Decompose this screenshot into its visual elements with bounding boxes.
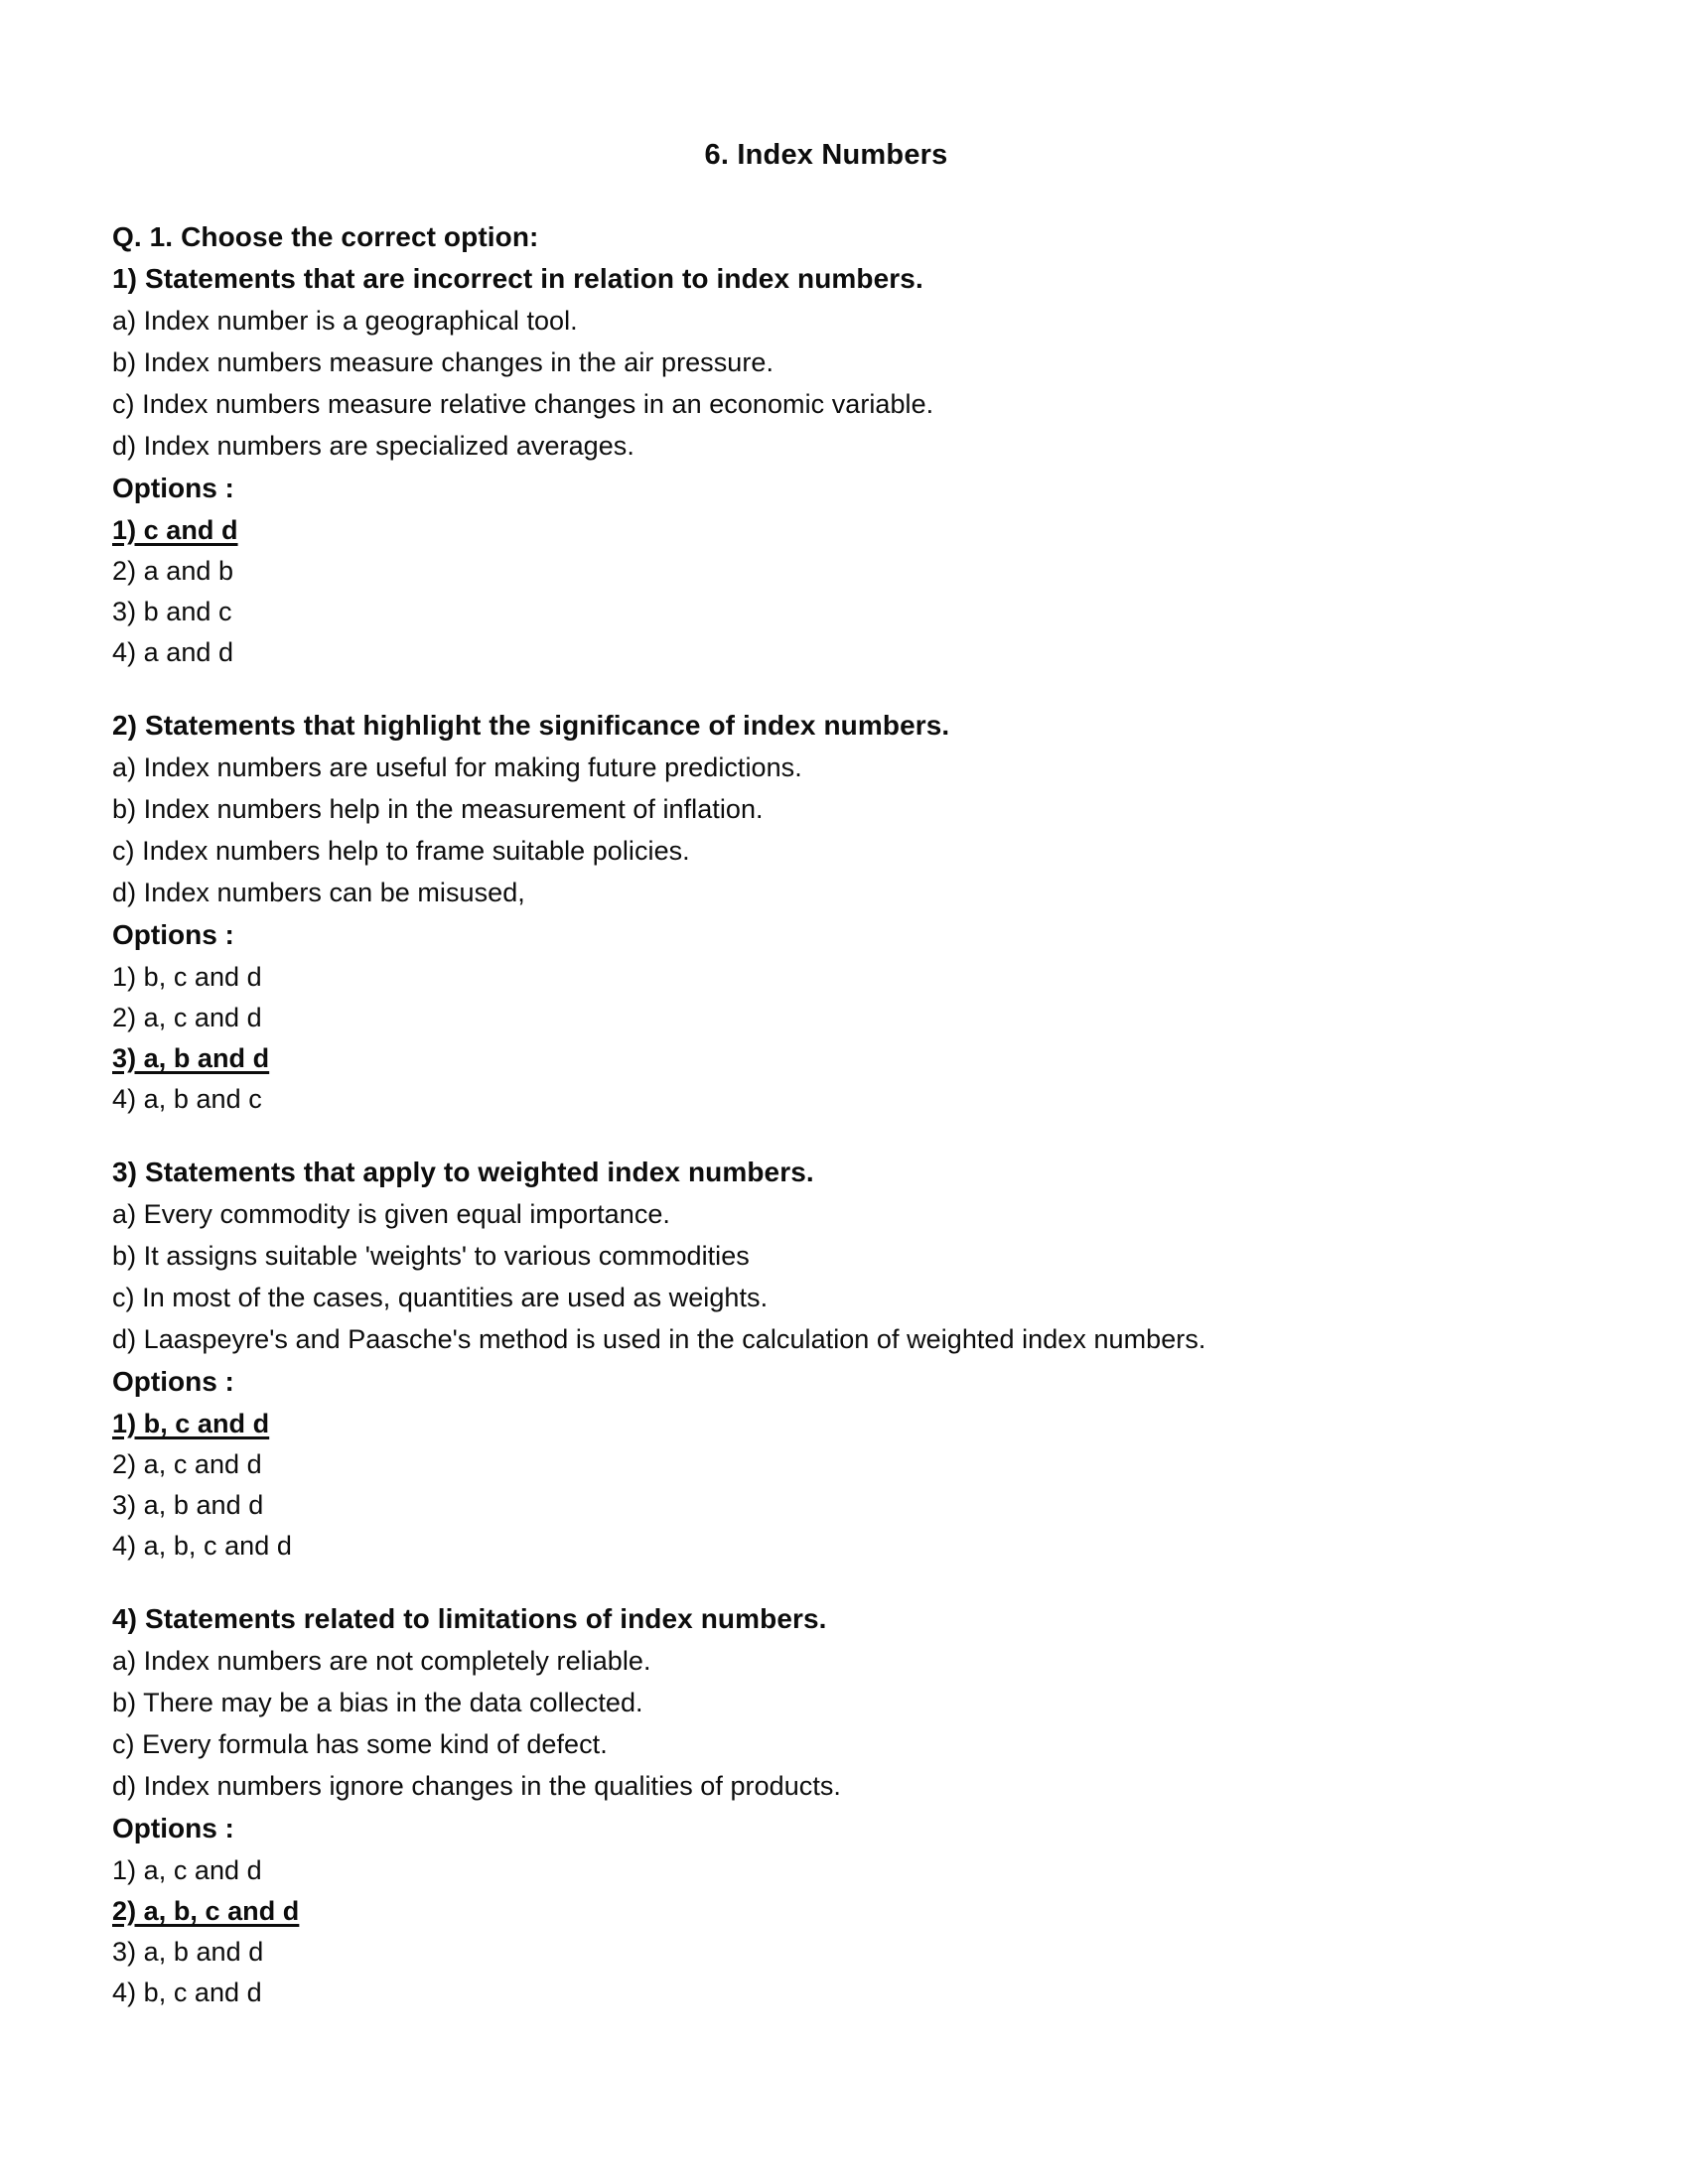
question-4-options-label: Options : [112,1813,234,1843]
question-2-option-4[interactable]: 4) a, b and c [112,1084,262,1114]
question-1-option-1[interactable]: 1) c and d [112,515,238,545]
question-3-heading: 3) Statements that apply to weighted index numbers. [112,1157,814,1187]
question-2-statement-d: d) Index numbers can be misused, [112,878,525,907]
question-3-option-3[interactable]: 3) a, b and d [112,1490,264,1520]
question-3-statement-b: b) It assigns suitable 'weights' to various commodities [112,1241,750,1271]
question-2-option-1[interactable]: 1) b, c and d [112,962,262,992]
question-2-option-2[interactable]: 2) a, c and d [112,1003,262,1032]
question-2-statement-a: a) Index numbers are useful for making future predictions. [112,752,802,782]
question-4-option-3[interactable]: 3) a, b and d [112,1937,264,1967]
question-block-4 [112,1605,1572,2006]
question-1-statement-b: b) Index numbers measure changes in the air pressure. [112,347,774,377]
question-1-option-4[interactable]: 4) a and d [112,637,234,667]
question-3-option-1[interactable]: 1) b, c and d [112,1409,270,1438]
question-3-option-4[interactable]: 4) a, b, c and d [112,1531,292,1561]
question-3-statement-c: c) In most of the cases, quantities are used as weights. [112,1283,769,1312]
question-block-1 [112,265,1572,666]
question-4-option-4[interactable]: 4) b, c and d [112,1978,262,2007]
question-2-options-label: Options : [112,919,234,950]
question-3-statement-a: a) Every commodity is given equal importance. [112,1199,670,1229]
question-1-heading: 1) Statements that are incorrect in relation to index numbers. [112,263,923,294]
question-4-statement-b: b) There may be a bias in the data collected. [112,1688,643,1717]
question-1-statement-c: c) Index numbers measure relative changes in an economic variable. [112,389,934,419]
question-3-statement-d: d) Laaspeyre's and Paasche's method is used in the calculation of weighted index numbers. [112,1324,1206,1354]
question-4-statement-a: a) Index numbers are not completely reliable. [112,1646,651,1676]
question-4-statement-c: c) Every formula has some kind of defect. [112,1729,608,1759]
question-3-option-2[interactable]: 2) a, c and d [112,1449,262,1479]
question-2-statement-c: c) Index numbers help to frame suitable policies. [112,836,690,866]
main-question-prompt: Q. 1. Choose the correct option: [112,221,539,252]
question-4-option-2[interactable]: 2) a, b, c and d [112,1896,300,1926]
question-1-option-3[interactable]: 3) b and c [112,597,232,626]
question-3-options-label: Options : [112,1366,234,1397]
page-title: 6. Index Numbers [704,139,948,171]
question-2-heading: 2) Statements that highlight the significance of index numbers. [112,710,950,741]
question-1-statement-d: d) Index numbers are specialized averages. [112,431,634,461]
question-1-statement-a: a) Index number is a geographical tool. [112,306,578,336]
question-4-statement-d: d) Index numbers ignore changes in the qualities of products. [112,1771,841,1801]
question-block-2 [112,712,1572,1113]
question-4-option-1[interactable]: 1) a, c and d [112,1855,262,1885]
question-4-heading: 4) Statements related to limitations of index numbers. [112,1603,827,1634]
question-1-option-2[interactable]: 2) a and b [112,556,234,586]
document-body [112,139,1572,2006]
question-2-option-3[interactable]: 3) a, b and d [112,1043,270,1073]
question-1-options-label: Options : [112,473,234,503]
question-block-3 [112,1159,1572,1560]
question-2-statement-b: b) Index numbers help in the measurement of inflation. [112,794,764,824]
